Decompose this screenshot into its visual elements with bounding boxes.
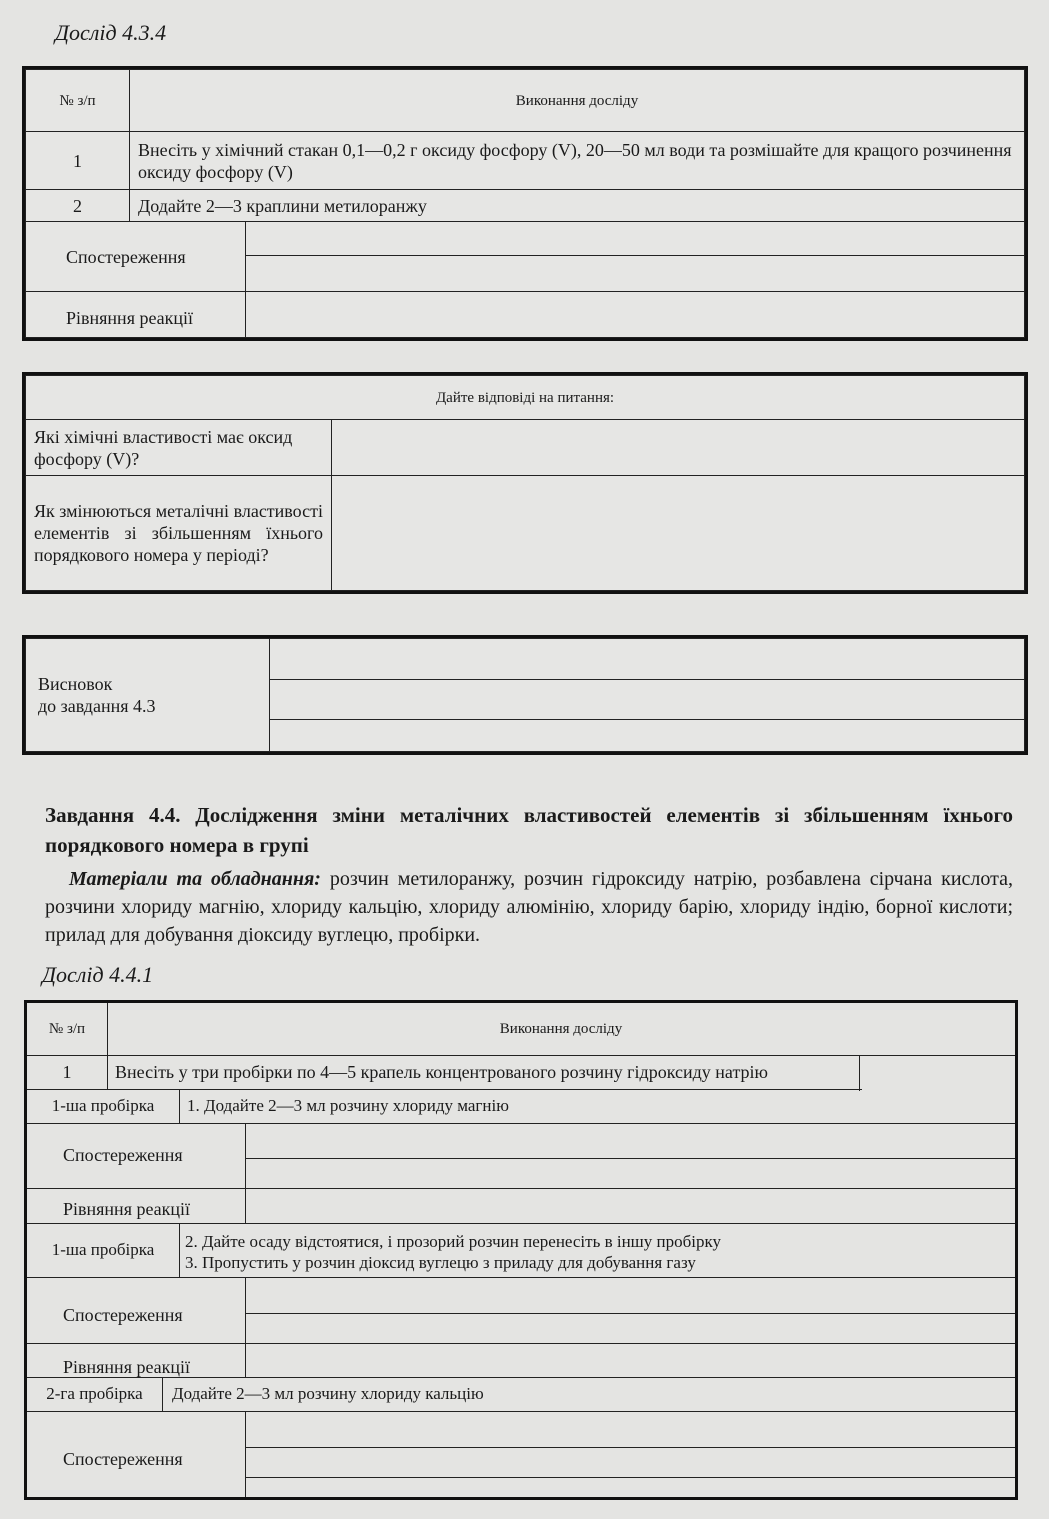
question-2: Як змінюються металічні властивості елементів зі збільшенням їхнього порядкового номера у періоді? — [26, 476, 332, 591]
observations-answer-field[interactable] — [246, 222, 1025, 292]
step-number: 1 — [26, 132, 130, 190]
experiment-434-title: Дослід 4.3.4 — [55, 20, 167, 45]
conclusion-label-line1: Висновок — [38, 674, 113, 694]
task-44-materials — [45, 865, 1013, 949]
questions-table — [22, 372, 1028, 594]
question-1: Які хімічні властивості має оксид фосфору (V)? — [26, 420, 332, 476]
materials-text: розчин метилоранжу, розчин гідроксиду натрію, розбавлена сірчана кислота, розчини хлориду магнію, хлориду кальцію, хлориду алюмінію, хлориду барію, хлориду індію, борної кислоти; прилад для добування діоксиду вуглецю, пробірки. — [45, 868, 1013, 946]
observations-answer-line[interactable] — [245, 1313, 1015, 1314]
conclusion-answer-field[interactable] — [270, 639, 1025, 752]
observations-label: Спостереження — [63, 1145, 183, 1165]
experiment-441-title: Дослід 4.4.1 — [42, 962, 154, 987]
column-header-execution: Виконання досліду — [130, 70, 1025, 132]
tube-1b-steps — [185, 1231, 1005, 1273]
step-text: Додайте 2—3 краплини метилоранжу — [130, 190, 1025, 222]
step-text: Внесіть у три пробірки по 4—5 крапель концентрованого розчину гідроксиду натрію — [115, 1061, 768, 1082]
materials-label: Матеріали та обладнання: — [69, 868, 321, 890]
equation-answer-field[interactable] — [246, 292, 1025, 338]
observations-label: Спостереження — [26, 222, 246, 292]
tube-1b-step-3: 3. Пропустить у розчин діоксид вуглецю з приладу для добування газу — [185, 1253, 696, 1272]
questions-header: Дайте відповіді на питання: — [26, 376, 1025, 420]
equation-label: Рівняння реакції — [63, 1357, 191, 1377]
conclusion-label — [26, 639, 270, 752]
observations-answer-line[interactable] — [245, 1158, 1015, 1159]
column-header-execution: Виконання досліду — [107, 1003, 1015, 1056]
step-number: 1 — [27, 1055, 108, 1089]
tube-1-label: 1-ша пробірка — [27, 1089, 180, 1123]
experiment-434-table — [22, 66, 1028, 341]
tube-1b-step-2: 2. Дайте осаду відстоятися, і прозорий розчин перенесіть в іншу пробірку — [185, 1232, 722, 1251]
tube-2-step: Додайте 2—3 мл розчину хлориду кальцію — [172, 1384, 484, 1403]
conclusion-label-line2: до завдання 4.3 — [38, 696, 156, 716]
tube-1-step: 1. Додайте 2—3 мл розчину хлориду магнію — [187, 1096, 509, 1115]
step-number: 2 — [26, 190, 130, 222]
observations-answer-line[interactable] — [245, 1447, 1015, 1448]
equation-label: Рівняння реакції — [63, 1199, 191, 1219]
equation-label: Рівняння реакції — [26, 292, 246, 338]
observations-answer-line[interactable] — [245, 1477, 1015, 1478]
observations-label: Спостереження — [63, 1305, 183, 1325]
answer-field-1[interactable] — [332, 420, 1025, 476]
tube-1b-label: 1-ша пробірка — [27, 1223, 180, 1277]
column-header-number: № з/п — [27, 1003, 108, 1056]
experiment-441-table — [24, 1000, 1018, 1500]
conclusion-table — [22, 635, 1028, 755]
tube-2-label: 2-га пробірка — [27, 1377, 163, 1411]
answer-field-2[interactable] — [332, 476, 1025, 591]
observations-label: Спостереження — [63, 1449, 183, 1469]
task-44-title: Завдання 4.4. Дослідження зміни металічних властивостей елементів зі збільшенням їхнього порядкового номера в групі — [45, 803, 1013, 857]
step-text: Внесіть у хімічний стакан 0,1—0,2 г оксиду фосфору (V), 20—50 мл води та розмішайте для кращого розчинення оксиду фосфору (V) — [130, 132, 1025, 190]
column-header-number: № з/п — [26, 70, 130, 132]
